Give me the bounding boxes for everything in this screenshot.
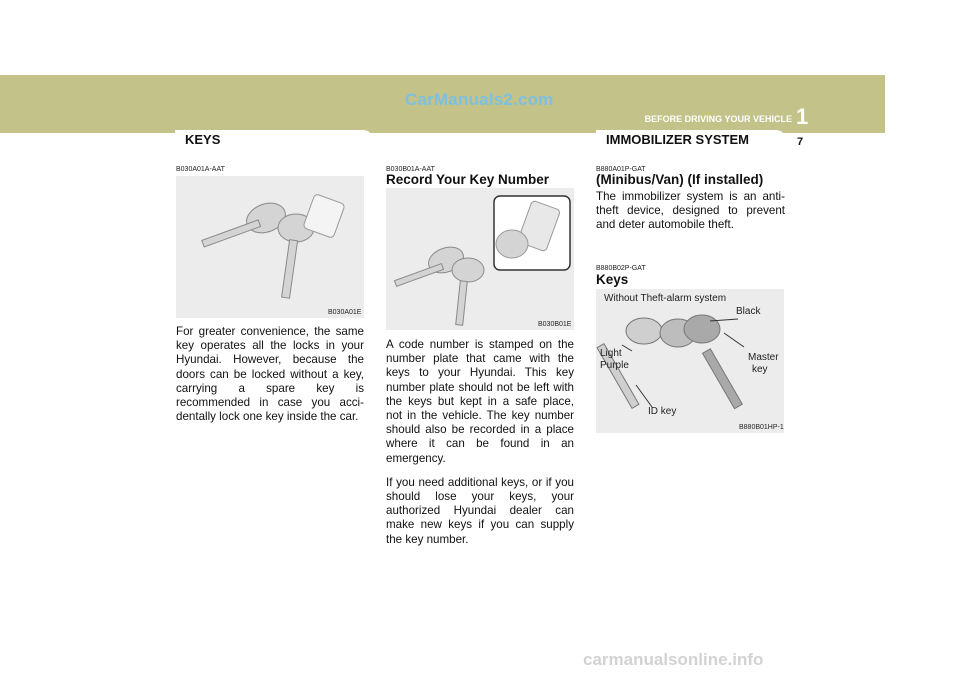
label-master: Master	[748, 352, 779, 363]
immobilizer-section-tab: IMMOBILIZER SYSTEM	[596, 130, 786, 150]
site-logo[interactable]: CarManuals2.com	[405, 90, 554, 109]
label-black: Black	[736, 306, 761, 317]
key-icon	[452, 258, 484, 325]
chapter-title: BEFORE DRIVING YOUR VEHICLE	[644, 114, 792, 124]
record-paragraph: A code number is stamped on the number plate that came with the keys to your Hyundai. This key number plate should not be left with the keys but kept in a safe place, not in the vehicle. The key number should also be recorded in a place where it can be found in an emergency.	[386, 338, 574, 465]
page-number: 7	[797, 136, 804, 148]
keys-illustration	[176, 176, 364, 318]
record-figure-code: B030B01E	[538, 321, 572, 328]
label-id-key: ID key	[648, 406, 677, 417]
label-key: key	[752, 364, 768, 375]
record-section-code: B030B01A-AAT	[386, 166, 435, 173]
figure-caption: Without Theft-alarm system	[604, 293, 727, 304]
immobilizer-keys-title: Keys	[596, 272, 629, 287]
immobilizer-body-text: The immobilizer system is an anti-theft device, designed to prevent and deter automobile theft.	[596, 190, 785, 232]
label-light: Light	[600, 348, 622, 359]
footer-watermark: carmanualsonline.info	[583, 650, 764, 669]
label-purple: Purple	[600, 360, 629, 371]
record-paragraph: If you need additional keys, or if you should lose your keys, your authorized Hyundai dealer can make new keys if you can supply the key number.	[386, 475, 574, 546]
record-body-text	[386, 338, 574, 557]
key-number-illustration	[386, 188, 574, 330]
chapter-number: 1	[796, 104, 809, 129]
keys-figure-code: B030A01E	[328, 309, 362, 316]
keys-section-tab: KEYS	[175, 130, 373, 150]
record-section-title: Record Your Key Number	[386, 172, 550, 187]
immobilizer-keys-code: B880B02P-GAT	[596, 265, 646, 272]
key-icon	[684, 315, 742, 409]
keys-body-text: For greater convenience, the same key operates all the locks in your Hyundai. However, because the doors can be locked without a key, carrying a spare key is recommended in case you acci-dentally lock one key inside the car.	[176, 325, 364, 424]
keys-figure	[176, 176, 364, 318]
keys-section-code: B030A01A-AAT	[176, 166, 225, 173]
immobilizer-section-title: (Minibus/Van) (If installed)	[596, 172, 764, 187]
immobilizer-section-code: B880A01P-GAT	[596, 166, 646, 173]
key-icon	[202, 198, 290, 247]
record-figure	[386, 188, 574, 330]
immobilizer-figure-code: B880B01HP-1	[739, 424, 784, 431]
